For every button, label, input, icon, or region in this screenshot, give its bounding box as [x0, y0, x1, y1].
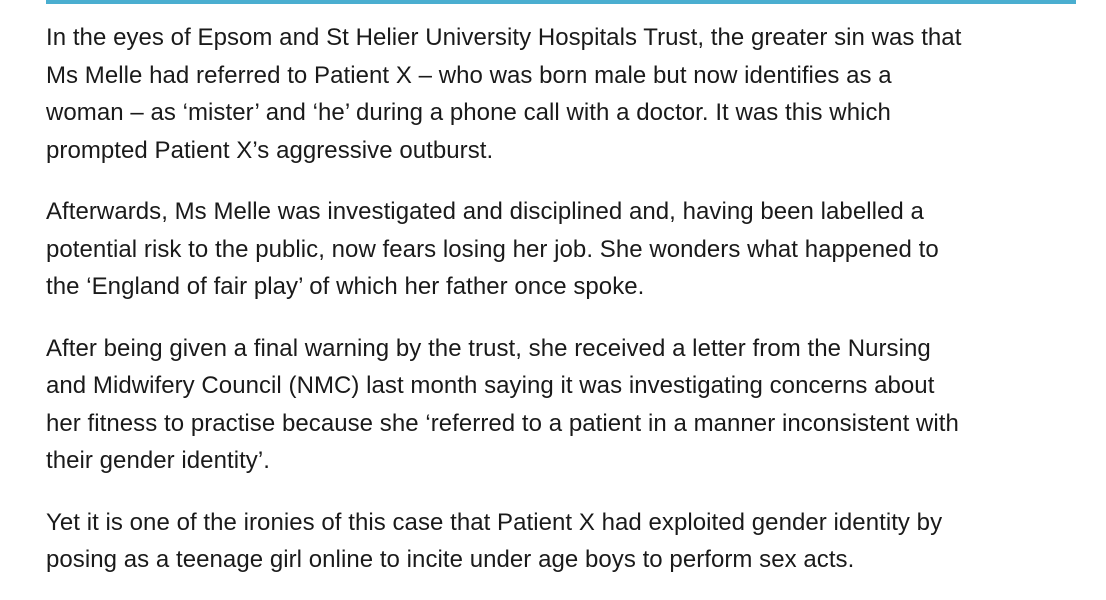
article-body	[46, 19, 1086, 600]
article-paragraph: Afterwards, Ms Melle was investigated and disciplined and, having been labelled a potential risk to the public, now fears losing her job. She wonders what happened to the ‘England of fair play’ of which her father once spoke.	[46, 198, 939, 300]
top-accent-rule	[46, 0, 1076, 4]
article-paragraph: Yet it is one of the ironies of this case that Patient X had exploited gender identity by posing as a teenage girl online to incite under age boys to perform sex acts.	[46, 508, 943, 573]
article-paragraph: After being given a final warning by the trust, she received a letter from the Nursing and Midwifery Council (NMC) last month saying it was investigating concerns about her fitness to practise because she ‘referred to a patient in a manner inconsistent with their gender identity’.	[46, 334, 959, 474]
article-paragraph: In the eyes of Epsom and St Helier University Hospitals Trust, the greater sin was that Ms Melle had referred to Patient X – who was born male but now identifies as a woman – as ‘mister’ and ‘he’ during a phone call with a doctor. It was this which prompted Patient X’s aggressive outburst.	[46, 24, 962, 164]
